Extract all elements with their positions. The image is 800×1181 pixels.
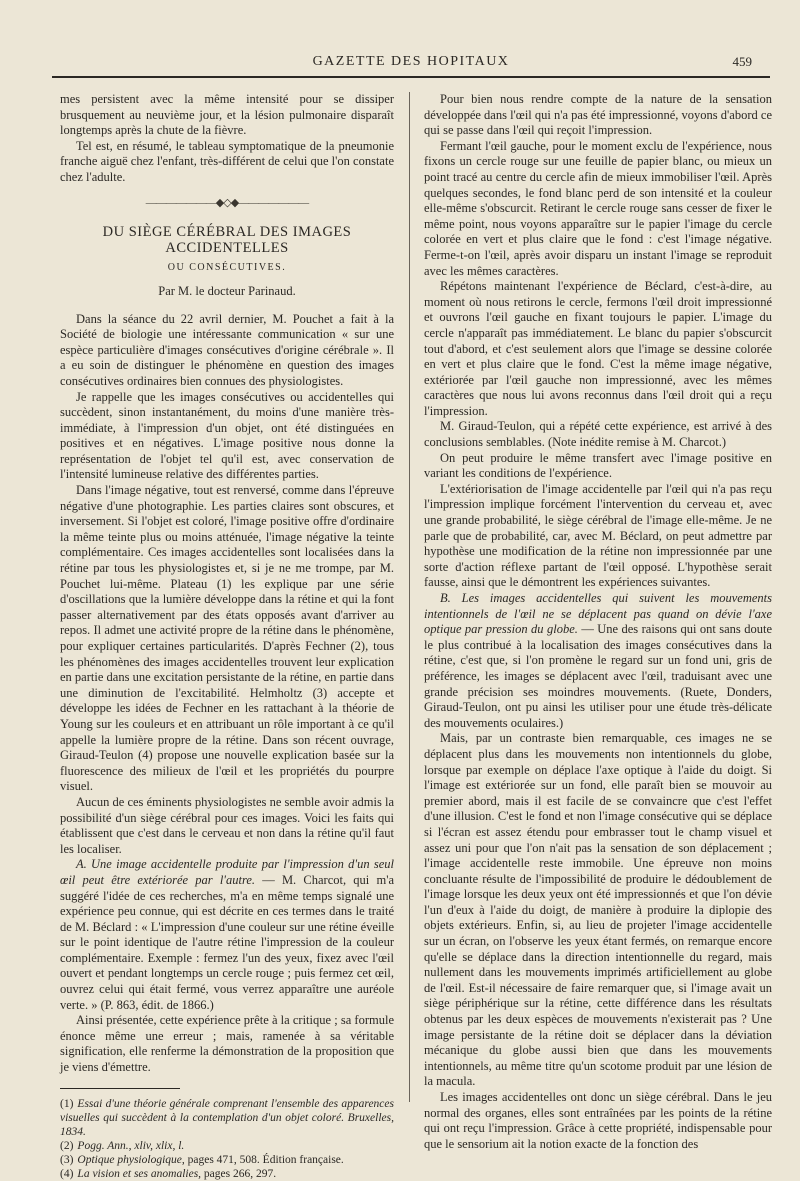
- footnote-text: Pogg. Ann., xliv, xlix, l.: [77, 1139, 185, 1152]
- paragraph: Dans l'image négative, tout est renversé, comme dans l'épreuve négative d'une photographie. Les parties claires sont obscures, et inversement. Si l'objet est coloré, l'image positive offre d'ordinaire la même teinte plus ou moins atténuée, l'image négative la teinte complémentaire. Ces images accidentelles sont localisées dans la rétine par tous les physiologistes et, si je ne me trompe, par M. Pouchet lui-même. Plateau (1) les explique par une série d'oscillations que la lumière développe dans la rétine et qui la font passer alternativement par des états opposés avant d'arriver au repos. Il admet une activité propre de la rétine dans le phénomène, pour expliquer certaines particularités. D'après Fechner (2), tous les phénomènes des images accidentelles trouvent leur explication en partie dans une excitation persistante de la rétine, en partie dans une diminution de l'excitabilité. Helmholtz (3) accepte et développe les idées de Fechner en les rattachant à la théorie de Young sur les couleurs et en attribuant un rôle important à ce qu'il appelle la lumière propre de la rétine. Dans son récent ouvrage, Giraud-Teulon (4) propose une nouvelle explication basée sur la fluorescence des milieux de l'œil et les propriétés du pourpre visuel.: [60, 483, 394, 794]
- footnote-number: (3): [60, 1153, 74, 1166]
- footnote-number: (2): [60, 1139, 74, 1152]
- footnote-title: La vision et ses anomalies,: [77, 1167, 202, 1180]
- left-column: [60, 92, 394, 1180]
- footnote-text: Essai d'une théorie générale comprenant l'ensemble des apparences visuelles qui succèdent à la contemplation d'un objet coloré. Bruxelles, 1834.: [60, 1097, 394, 1138]
- paragraph-body: — Une des raisons qui ont sans doute le plus contribué à la localisation des images consécutives dans la rétine, c'est que, si l'on promène le regard sur un fond uni, gris de préférence, les images se déplacent avec l'œil, traduisant avec une grande précision ses moindres mouvements. (Ruete, Donders, Giraud-Teulon, ont pu ainsi les utiliser pour une étude très-délicate des mouvements oculaires.): [424, 622, 772, 730]
- footnote: [60, 1097, 394, 1139]
- article-subtitle: OU CONSÉCUTIVES.: [167, 262, 287, 274]
- section-divider-ornament: ———————◆◇◆———————: [145, 196, 309, 209]
- footnote-text: pages 266, 297.: [201, 1167, 277, 1180]
- footnote-rule: [60, 1088, 180, 1089]
- paragraph: On peut produire le même transfert avec l'image positive en variant les conditions de l'expérience.: [424, 450, 772, 481]
- text-columns: [52, 92, 772, 1180]
- paragraph: Répétons maintenant l'expérience de Béclard, c'est-à-dire, au moment où nous retirons le cercle, fermons l'œil droit impressionné et ouvrons l'œil gauche en fixant toujours le papier. L'image du cercle n'apparaît pas immédiatement. Le blanc du papier s'obscurcit tout d'abord, et c'est seulement alors que l'image se dessine colorée en vert et plus claire que le fond. C'est la même image négative, extériorée par l'œil gauche non impressionné, avec les mêmes caractères que nous lui avons reconnus dans l'œil droit qui a reçu l'impression.: [424, 279, 772, 418]
- header-rule: [52, 76, 770, 78]
- article-title: DU SIÈGE CÉRÉBRAL DES IMAGES ACCIDENTELLES: [102, 224, 352, 256]
- right-column: [424, 92, 772, 1151]
- footnote-text: pages 471, 508. Édition française.: [184, 1153, 344, 1166]
- footnote-number: (1): [60, 1097, 74, 1110]
- footnote: [60, 1139, 394, 1153]
- paragraph: Fermant l'œil gauche, pour le moment exclu de l'expérience, nous fixons un cercle rouge sur une feuille de papier blanc, ou mieux un point tracé au centre du cercle afin de mieux immobiliser l'œil. Après quelques secondes, le fond blanc perd de son intensité et la couleur elle-même s'obscurcit. Retirant le cercle rouge sans cesser de fixer le même point, nous voyons apparaître sur le papier l'image du cercle colorée en vert et plus claire que le fond : c'est l'image négative. Ferme-t-on l'œil, après avoir disparu un instant l'image se reproduit avec les mêmes caractères.: [424, 138, 772, 278]
- paragraph: [424, 591, 772, 731]
- section-heading-a: A. Une image accidentelle produite par l'impression d'un seul œil peut être extériorée par l'autre.: [60, 857, 394, 887]
- paragraph: Dans la séance du 22 avril dernier, M. Pouchet a fait à la Société de biologie une intéressante communication « sur une espèce particulière d'images consécutives d'origine cérébrale ». Il a eu soin de distinguer le phénomène en question des images consécutives ordinaires bien connues des physiologistes.: [60, 311, 394, 388]
- paragraph: Aucun de ces éminents physiologistes ne semble avoir admis la possibilité d'un siège cérébral pour ces images. Voici les faits qui établissent que c'est dans le cerveau et non dans la rétine qu'il faut les localiser.: [60, 794, 394, 856]
- paragraph: L'extériorisation de l'image accidentelle par l'œil qui n'a pas reçu l'impression implique forcément l'intervention du cerveau et, avec une grande probabilité, le siège cérébral de l'image elle-même. Je ne parle que de probabilité, car, avec M. Béclard, on peut admettre par hypothèse une modification de la rétine non impressionnée par une sorte d'action réflexe partant de l'œil opposé. L'hypothèse serait fausse, ainsi que le démontrent les expériences suivantes.: [424, 481, 772, 590]
- footnote-number: (4): [60, 1167, 74, 1180]
- section-heading-b: B. Les images accidentelles qui suivent les mouvements intentionnels de l'œil ne se déplacent pas quand on dévie l'axe optique par pression du globe.: [424, 591, 772, 637]
- paragraph: Mais, par un contraste bien remarquable, ces images ne se déplacent plus dans les mouvements non intentionnels du globe, lorsque par exemple on déplace l'axe optique à l'aide du doigt. Si l'image est extériorée sur un fond, elle paraît bien se mouvoir au premier abord, mais il est facile de se convaincre que c'est l'effet d'une illusion. C'est le fond et non l'image consécutive qui se déplace si l'écran est assez étendu pour embrasser tout le champ visuel et assez uni pour que l'on n'ait pas la sensation de son déplacement ; l'image accidentelle reste immobile. Une épreuve non moins concluante résulte de l'impossibilité de produire le dédoublement de l'image lorsque les deux yeux ont été impressionnés et que l'on dévie l'un d'eux à l'aide du doigt, de manière à produire la diplopie des objets extérieurs. Enfin, si, au lieu de projeter l'image accidentelle sur un écran, on l'observe les yeux étant fermés, on remarque encore qu'elle se déplace dans la direction intentionnelle du regard, mais nullement dans les mouvements imprimés artificiellement au globe de l'œil. Est-il nécessaire de faire remarquer que, si l'image avait un siège périphérique sur la rétine, cette différence dans les résultats obtenus par les deux espèces de mouvements n'existerait pas ? Une image persistante de la rétine doit se déplacer dans la déviation mécanique du globe aussi bien que dans les mouvements intentionnels, au même titre qu'un scotome produit par une lésion de la macula.: [424, 731, 772, 1089]
- paragraph: Tel est, en résumé, le tableau symptomatique de la pneumonie franche aiguë chez l'enfant, très-différent de celui que l'on constate chez l'adulte.: [60, 138, 394, 184]
- footnote: [60, 1167, 394, 1181]
- paragraph: Ainsi présentée, cette expérience prête à la critique ; sa formule énonce même une erreur ; mais, ramenée à sa véritable signification, elle renferme la démonstration de la proposition que je viens d'émettre.: [60, 1013, 394, 1075]
- paragraph: [60, 857, 394, 1013]
- paragraph: Je rappelle que les images consécutives ou accidentelles qui succèdent, sinon instantanément, du moins d'une manière très-immédiate, à l'impression d'un objet, ont été distinguées en positives et en négatives. L'image positive nous donne la représentation de l'objet tel qu'il est, avec conservation de l'intensité lumineuse relative des différentes parties.: [60, 389, 394, 482]
- article-byline: Par M. le docteur Parinaud.: [158, 283, 296, 298]
- paragraph: Les images accidentelles ont donc un siège cérébral. Dans le jeu normal des organes, elles sont entraînées par les points de la rétine qui ont reçu l'impression. Grâce à cette propriété, indispensable pour que le sensorium ait la notion exacte de la fonction des: [424, 1090, 772, 1151]
- footnote: [60, 1153, 394, 1167]
- paragraph-body: — M. Charcot, qui m'a suggéré l'idée de ces recherches, m'a en même temps signalé une expérience peu connue, qui est décrite en ces termes dans le traité de M. Béclard : « L'impression d'une couleur sur une rétine éveille sur le point identique de l'autre rétine l'impression de la couleur complémentaire. Exemple : fermez l'un des yeux, fixez avec l'œil ouvert et pendant longtemps un cercle rouge ; puis fermez cet œil, ouvrez celui qui était fermé, vous verrez apparaître une auréole verte. » (P. 863, édit. de 1866.): [60, 872, 394, 1012]
- page-number: 459: [732, 54, 752, 69]
- column-divider: [409, 92, 410, 1102]
- paragraph: Pour bien nous rendre compte de la nature de la sensation développée dans l'œil qui n'a pas été impressionné, voyons d'abord ce qui se passe dans l'œil qui reçoit l'impression.: [424, 92, 772, 138]
- page-header: [52, 54, 770, 76]
- footnote-title: Optique physiologique,: [77, 1153, 185, 1166]
- paragraph: M. Giraud-Teulon, qui a répété cette expérience, est arrivé à des conclusions semblables. (Note inédite remise à M. Charcot.): [424, 419, 772, 450]
- paragraph: mes persistent avec la même intensité pour se dissiper brusquement au neuvième jour, et la lésion pulmonaire disparaît longtemps après la chute de la fièvre.: [60, 92, 394, 138]
- running-title: GAZETTE DES HOPITAUX: [312, 54, 510, 69]
